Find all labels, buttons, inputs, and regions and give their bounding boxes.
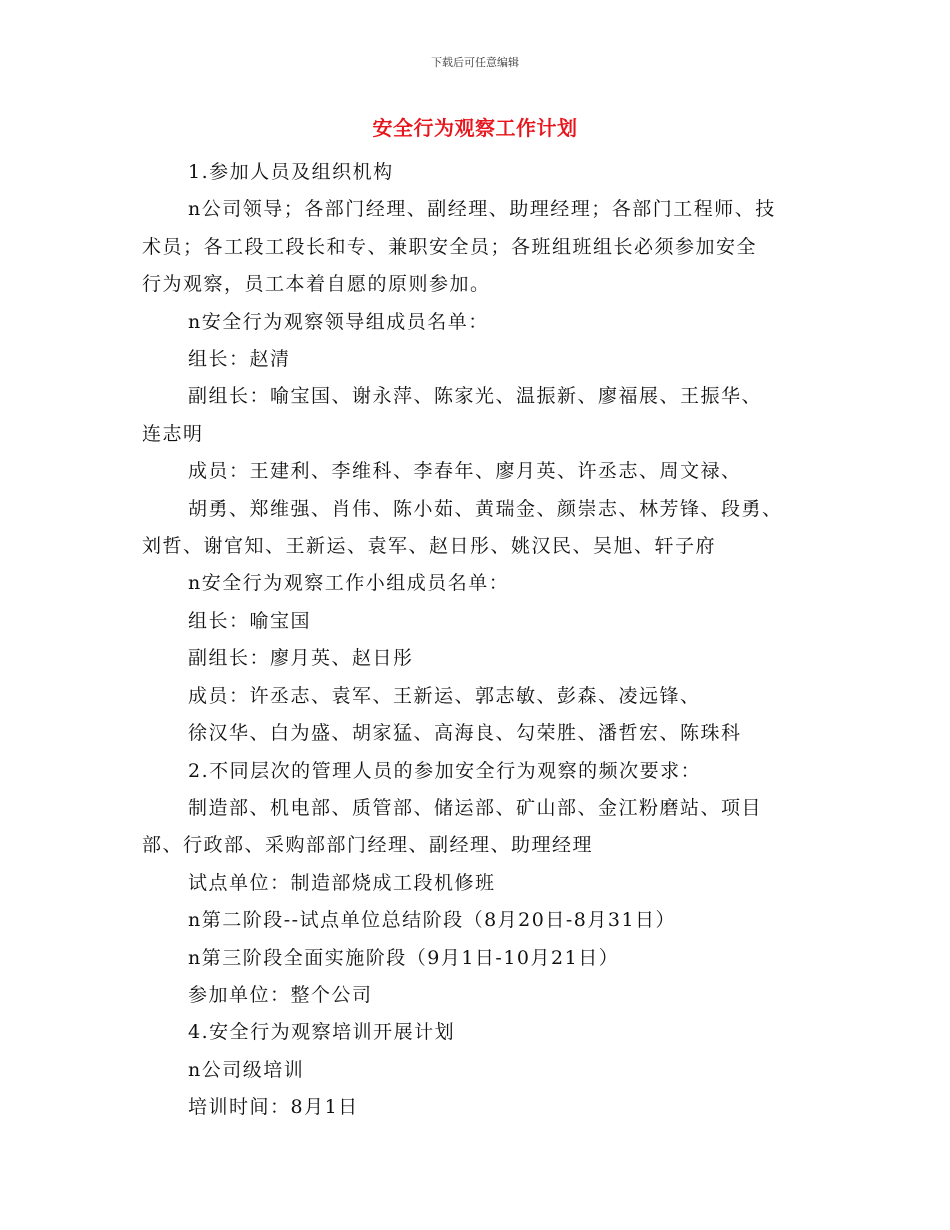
- paragraph-line: 成员：王建利、李维科、李春年、廖月英、许丞志、周文禄、: [188, 460, 742, 483]
- paragraph-line: 组长：喻宝国: [188, 609, 312, 632]
- section-heading: 4.安全行为观察培训开展计划: [188, 1021, 456, 1044]
- paragraph-line: n第二阶段--试点单位总结阶段（8月20日-8月31日）: [188, 909, 677, 932]
- document-body: [142, 154, 814, 1127]
- paragraph-line: 术员；各工段工段长和专、兼职安全员；各班组班组长必须参加安全: [142, 235, 758, 258]
- paragraph-line: 参加单位：整个公司: [188, 983, 373, 1006]
- document-title: 安全行为观察工作计划: [372, 116, 578, 140]
- paragraph-line: 试点单位：制造部烧成工段机修班: [188, 871, 496, 894]
- paragraph-line: 制造部、机电部、质管部、储运部、矿山部、金江粉磨站、项目: [188, 796, 763, 819]
- paragraph-line: 副组长：喻宝国、谢永萍、陈家光、温振新、廖福展、王振华、: [188, 385, 763, 408]
- list-heading: n公司级培训: [188, 1058, 305, 1081]
- section-heading: 2.不同层次的管理人员的参加安全行为观察的频次要求：: [188, 759, 702, 782]
- paragraph-line: 部、行政部、采购部部门经理、副经理、助理经理: [142, 834, 594, 857]
- list-heading: n安全行为观察工作小组成员名单：: [188, 572, 510, 595]
- paragraph-line: 徐汉华、白为盛、胡家猛、高海良、勾荣胜、潘哲宏、陈珠科: [188, 722, 742, 745]
- paragraph-line: 行为观察，员工本着自愿的原则参加。: [142, 273, 491, 296]
- paragraph-line: 副组长：廖月英、赵日彤: [188, 647, 414, 670]
- header-note: 下载后可任意编辑: [431, 56, 519, 69]
- paragraph-line: n公司领导；各部门经理、副经理、助理经理；各部门工程师、技: [188, 198, 776, 221]
- paragraph-line: 培训时间：8月1日: [188, 1096, 359, 1119]
- section-heading: 1.参加人员及组织机构: [188, 161, 394, 183]
- paragraph-line: 胡勇、郑维强、肖伟、陈小茹、黄瑞金、颜崇志、林芳锋、段勇、: [188, 497, 783, 520]
- paragraph-line: 刘哲、谢官知、王新运、袁军、赵日彤、姚汉民、吴旭、轩子府: [142, 535, 717, 558]
- paragraph-line: n第三阶段全面实施阶段（9月1日-10月21日）: [188, 946, 620, 969]
- paragraph-line: 组长：赵清: [188, 348, 291, 371]
- paragraph-line: 连志明: [142, 422, 204, 445]
- list-heading: n安全行为观察领导组成员名单：: [188, 310, 489, 333]
- paragraph-line: 成员：许丞志、袁军、王新运、郭志敏、彭森、凌远锋、: [188, 684, 701, 707]
